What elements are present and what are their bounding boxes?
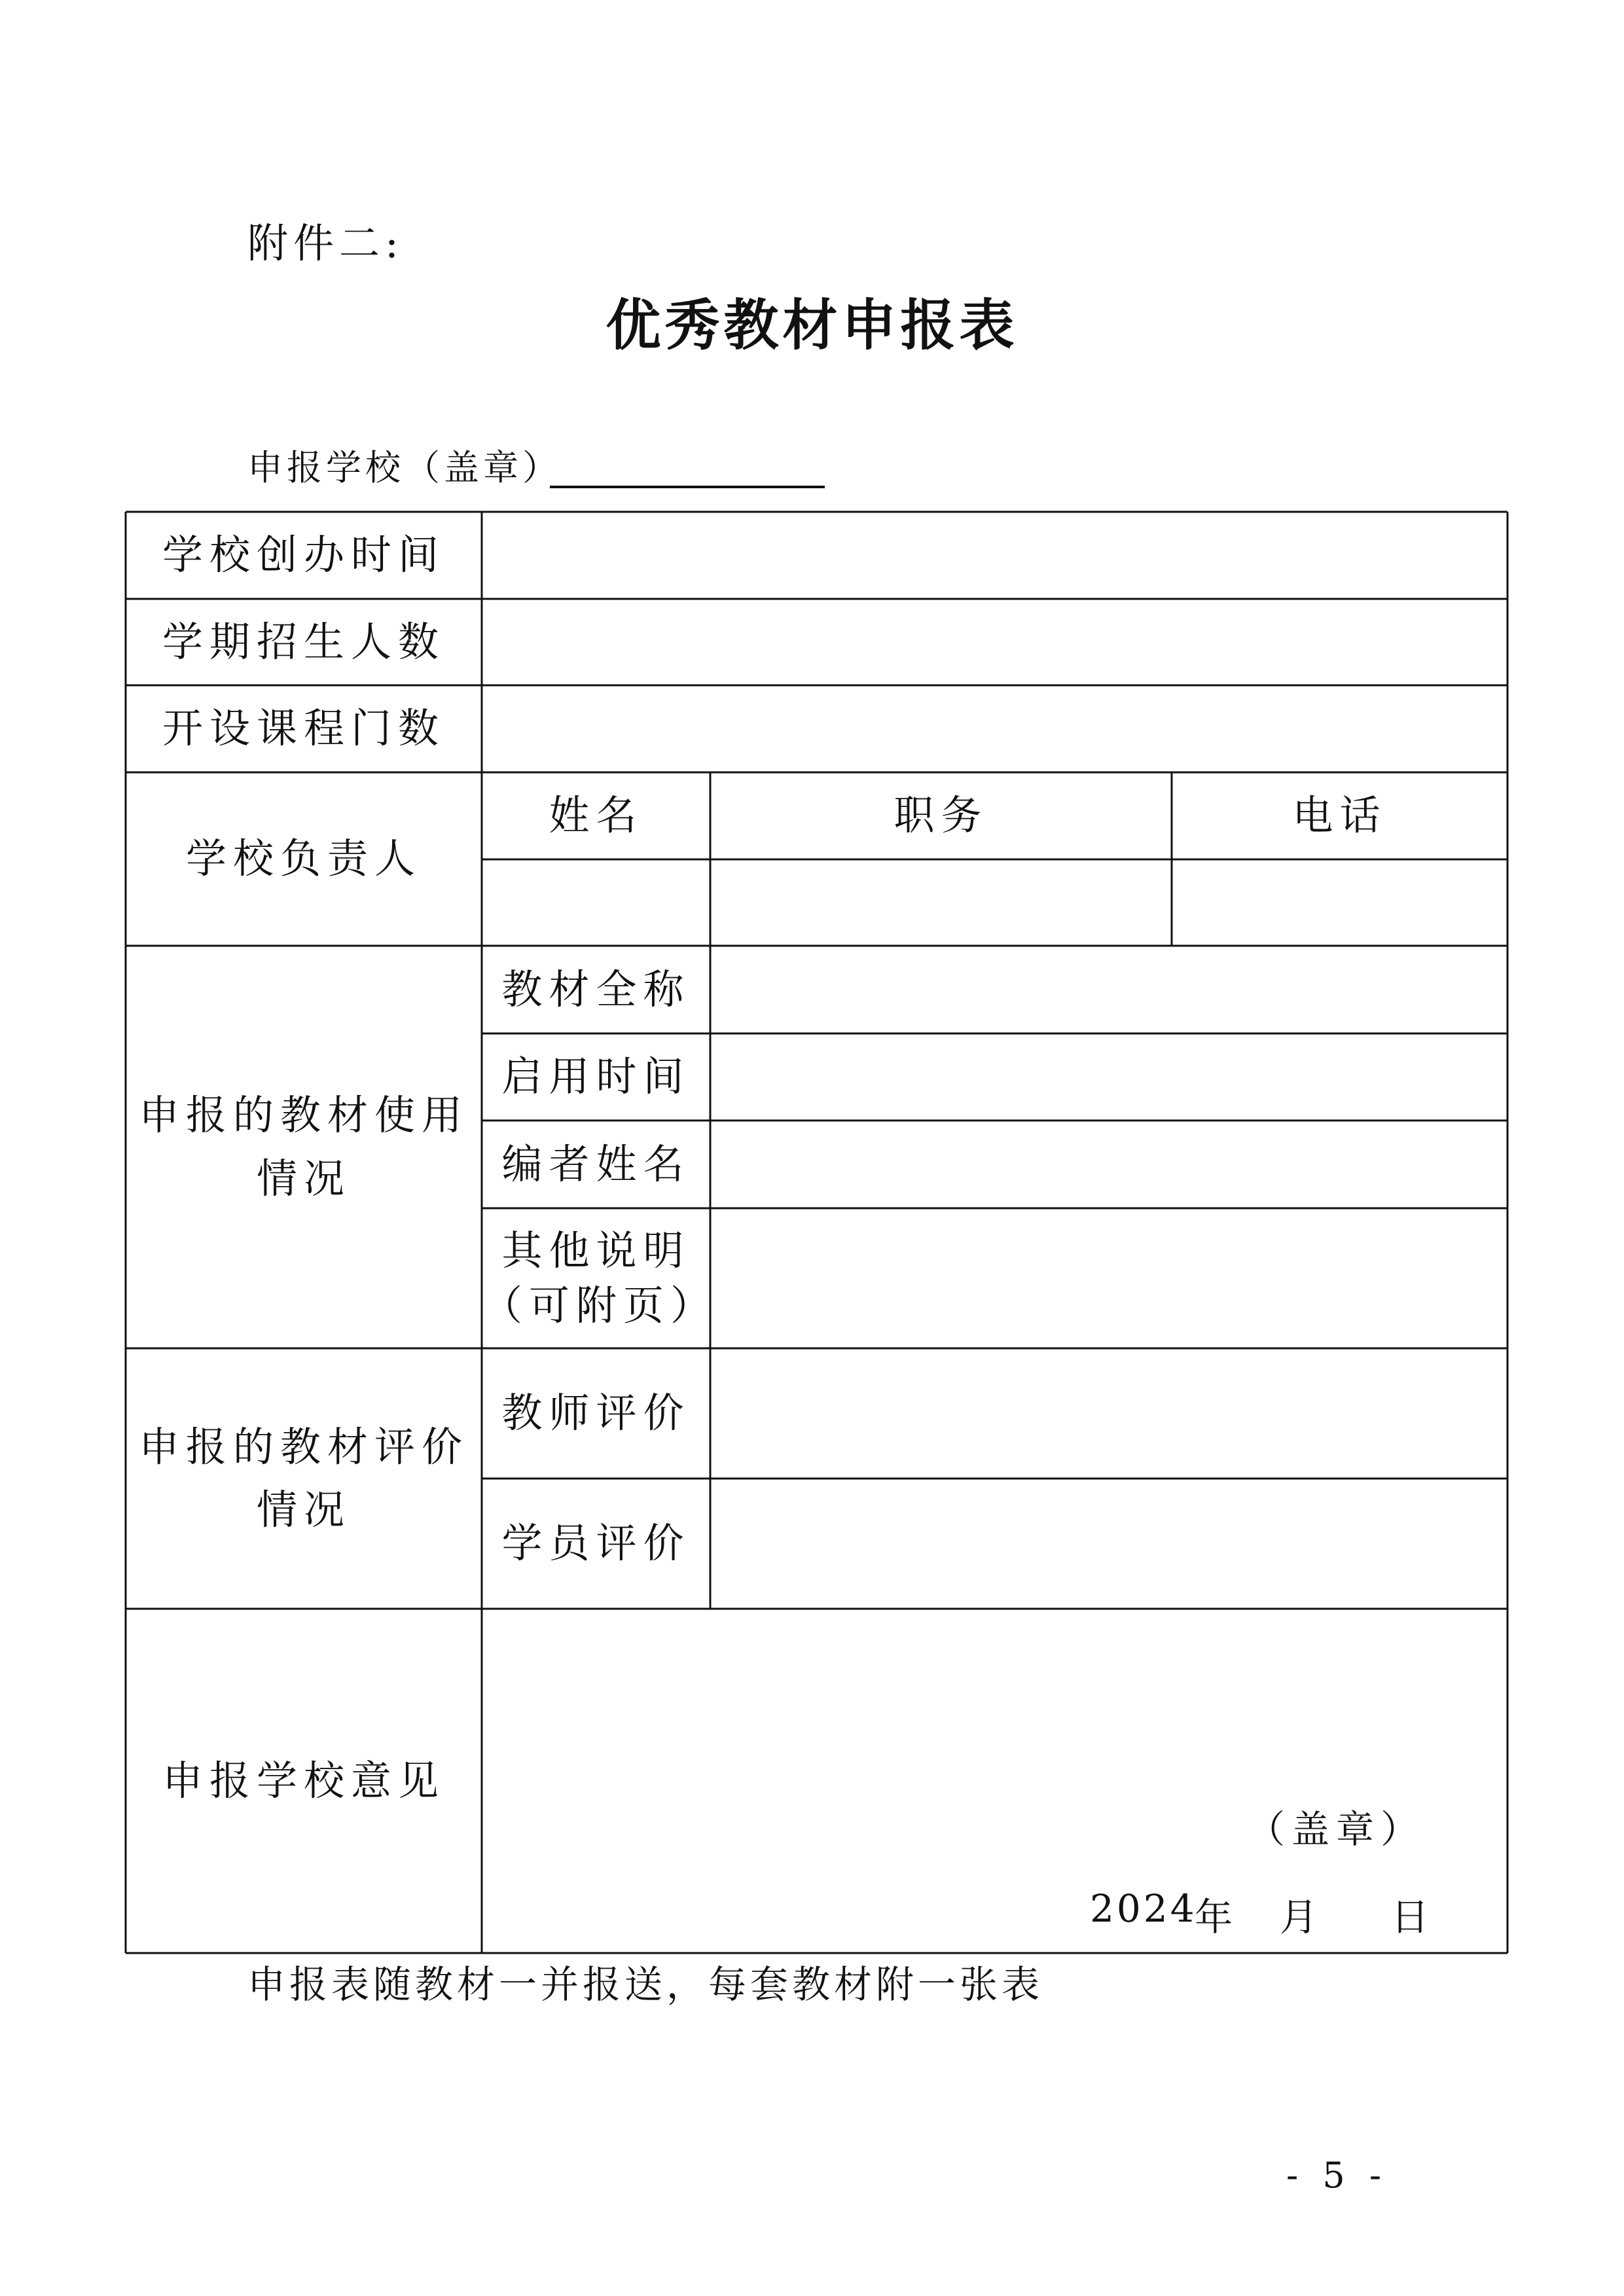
- position-header: 职务: [893, 791, 988, 840]
- start-time-label: 启用时间: [501, 1052, 691, 1101]
- seal-label: （盖章）: [1247, 1807, 1426, 1852]
- start-time-field[interactable]: [712, 1035, 1506, 1119]
- school-name-blank[interactable]: [550, 486, 825, 488]
- school-opinion-field[interactable]: [483, 1610, 1506, 1952]
- evaluation-line1: 申报的教材评价: [138, 1422, 469, 1471]
- enrollment-field[interactable]: [483, 600, 1506, 684]
- other-notes-line1: 其他说明: [501, 1227, 691, 1275]
- attachment-label: 附件二:: [247, 219, 404, 267]
- date-year-label: 年: [1195, 1895, 1240, 1939]
- school-line-label: 申报学校（盖章）: [247, 447, 562, 488]
- courses-field[interactable]: [483, 687, 1506, 771]
- evaluation-label: [126, 1348, 482, 1609]
- founding-time-field[interactable]: [483, 513, 1506, 598]
- editor-name-field[interactable]: [712, 1122, 1506, 1207]
- page-title: 优秀教材申报表: [605, 293, 1019, 357]
- principal-position-field[interactable]: [712, 861, 1170, 944]
- founding-time-label: 学校创办时间: [162, 531, 445, 579]
- teacher-eval-label: 教师评价: [501, 1389, 691, 1437]
- teacher-eval-field[interactable]: [712, 1350, 1506, 1477]
- school-opinion-label: 申报学校意见: [162, 1756, 445, 1804]
- principal-phone-field[interactable]: [1173, 861, 1506, 944]
- other-notes-field[interactable]: [712, 1210, 1506, 1347]
- textbook-usage-line2: 情况: [256, 1154, 351, 1202]
- date-year: 2024: [1090, 1886, 1197, 1931]
- student-eval-label: 学员评价: [501, 1519, 691, 1568]
- date-month-label: 月: [1280, 1895, 1325, 1939]
- enrollment-label: 学期招生人数: [162, 617, 445, 666]
- other-notes-label: [482, 1208, 718, 1348]
- principal-label: 学校负责人: [185, 834, 422, 883]
- footnote: 申报表随教材一并报送，每套教材附一张表: [247, 1962, 1044, 2007]
- page-number: - 5 -: [1286, 2155, 1388, 2196]
- courses-label: 开设课程门数: [162, 704, 445, 753]
- full-title-label: 教材全称: [501, 965, 691, 1013]
- principal-name-field[interactable]: [483, 861, 709, 944]
- phone-header: 电话: [1292, 791, 1387, 840]
- date-day-label: 日: [1391, 1895, 1436, 1939]
- textbook-usage-line1: 申报的教材使用: [138, 1091, 469, 1139]
- other-notes-line2: （可附页）: [482, 1282, 718, 1329]
- student-eval-field[interactable]: [712, 1480, 1506, 1607]
- full-title-field[interactable]: [712, 947, 1506, 1032]
- evaluation-line2: 情况: [256, 1486, 351, 1534]
- textbook-usage-label: [126, 946, 482, 1348]
- name-header: 姓名: [549, 791, 643, 840]
- editor-name-label: 编者姓名: [501, 1139, 691, 1188]
